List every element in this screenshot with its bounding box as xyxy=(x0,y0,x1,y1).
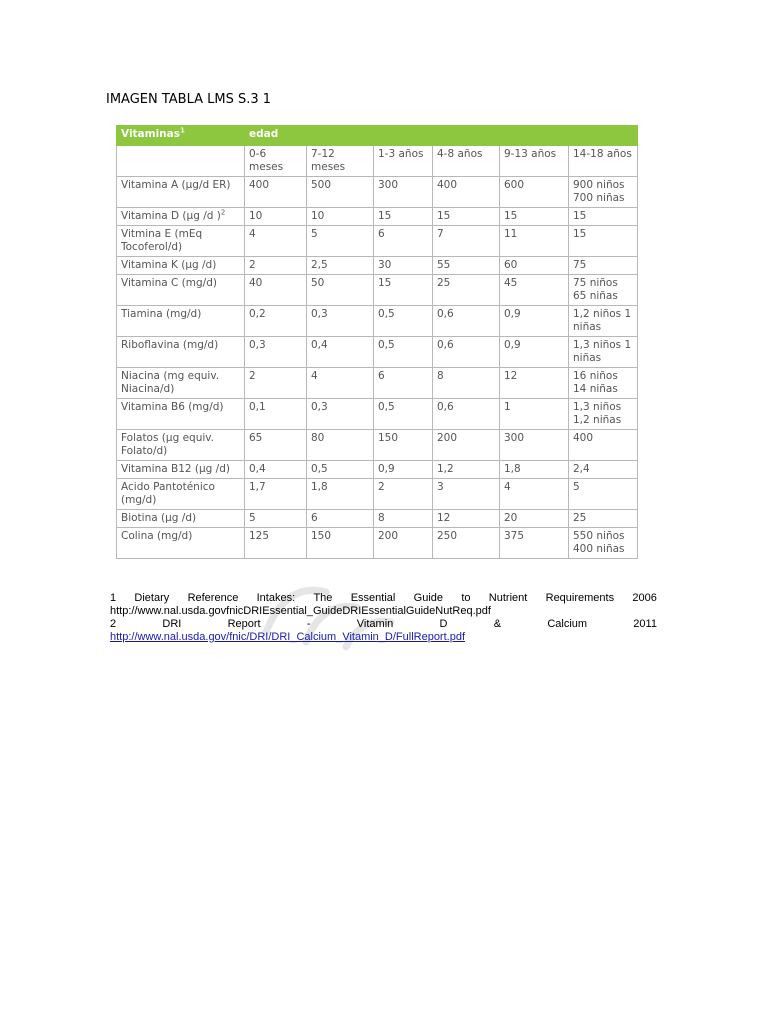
document-title: IMAGEN TABLA LMS S.3 1 xyxy=(106,92,272,107)
footnote-word: 2 xyxy=(110,618,117,630)
table-cell: 900 niños 700 niñas xyxy=(569,177,638,208)
table-cell: 16 niños 14 niñas xyxy=(569,368,638,399)
table-cell: 1,3 niños 1,2 niñas xyxy=(569,399,638,430)
vitamin-name: Vitamina D (µg /d )$^2$ xyxy=(117,208,245,226)
table-cell: 0,3 xyxy=(245,337,307,368)
footnote-word: & xyxy=(493,618,502,630)
header-vitamins: Vitaminas$^1$ xyxy=(117,126,245,146)
footnote-word: Report xyxy=(227,618,261,630)
table-cell: 300 xyxy=(374,177,433,208)
table-cell: 0,9 xyxy=(374,461,433,479)
table-cell: 6 xyxy=(374,368,433,399)
table-cell: 0,3 xyxy=(307,306,374,337)
table-cell: 2,5 xyxy=(307,257,374,275)
footnote-2 xyxy=(110,618,657,631)
table-cell: 5 xyxy=(569,479,638,510)
table-row xyxy=(117,528,638,559)
table-cell: 550 niños 400 niñas xyxy=(569,528,638,559)
footnote-word: DRI xyxy=(162,618,182,630)
age-group-header: 14-18 años xyxy=(569,146,638,177)
footnote-word: - xyxy=(306,618,311,630)
table-cell: 1,3 niños 1 niñas xyxy=(569,337,638,368)
table-cell: 2 xyxy=(245,257,307,275)
table-cell: 30 xyxy=(374,257,433,275)
age-group-header: 9-13 años xyxy=(500,146,569,177)
table-cell: 1,8 xyxy=(500,461,569,479)
table-cell: 2,4 xyxy=(569,461,638,479)
table-cell: 4 xyxy=(245,226,307,257)
vitamin-name: Tiamina (mg/d) xyxy=(117,306,245,337)
table-cell: 15 xyxy=(569,226,638,257)
table-cell: 15 xyxy=(374,275,433,306)
table-cell: 4 xyxy=(500,479,569,510)
table-row xyxy=(117,257,638,275)
table-row xyxy=(117,461,638,479)
table-cell: 200 xyxy=(433,430,500,461)
table-cell: 0,2 xyxy=(245,306,307,337)
table-cell: 300 xyxy=(500,430,569,461)
table-cell: 0,3 xyxy=(307,399,374,430)
vitamin-name: Vitamina B6 (mg/d) xyxy=(117,399,245,430)
table-cell: 25 xyxy=(433,275,500,306)
table-row xyxy=(117,479,638,510)
table-cell: 25 xyxy=(569,510,638,528)
table-cell: 7 xyxy=(433,226,500,257)
footnote-word: Calcium xyxy=(547,618,588,630)
table-cell: 125 xyxy=(245,528,307,559)
table-row xyxy=(117,368,638,399)
vitamin-name: Folatos (µg equiv. Folato/d) xyxy=(117,430,245,461)
table-cell: 1,7 xyxy=(245,479,307,510)
footnote-word: 2006 xyxy=(632,592,657,604)
vitamin-name: Vitamina C (mg/d) xyxy=(117,275,245,306)
table-cell: 400 xyxy=(433,177,500,208)
vitamin-name: Riboflavina (mg/d) xyxy=(117,337,245,368)
table-cell: 500 xyxy=(307,177,374,208)
table-cell: 65 xyxy=(245,430,307,461)
table-cell: 0,9 xyxy=(500,337,569,368)
table-cell: 0,4 xyxy=(245,461,307,479)
table-row xyxy=(117,226,638,257)
table-cell: 8 xyxy=(374,510,433,528)
table-cell: 0,6 xyxy=(433,337,500,368)
vitamin-name: Colina (mg/d) xyxy=(117,528,245,559)
table-header-row xyxy=(117,126,638,146)
table-cell: 5 xyxy=(245,510,307,528)
age-group-header: 4-8 años xyxy=(433,146,500,177)
table-cell: 4 xyxy=(307,368,374,399)
age-group-header: 7-12 meses xyxy=(307,146,374,177)
table-cell: 0,5 xyxy=(374,306,433,337)
table-cell: 3 xyxy=(433,479,500,510)
table-cell: 150 xyxy=(374,430,433,461)
table-cell: 6 xyxy=(374,226,433,257)
table-cell: 2 xyxy=(374,479,433,510)
footnote-word: Vitamin xyxy=(356,618,394,630)
table-cell: 40 xyxy=(245,275,307,306)
table-cell: 11 xyxy=(500,226,569,257)
footnote-1 xyxy=(110,592,657,605)
table-cell: 15 xyxy=(433,208,500,226)
vitamin-name: Vitamina A (µg/d ER) xyxy=(117,177,245,208)
footnote-word: to xyxy=(461,592,471,604)
table-cell: 0,5 xyxy=(374,337,433,368)
table-cell: 15 xyxy=(374,208,433,226)
table-cell: 0,1 xyxy=(245,399,307,430)
table-cell: 0,9 xyxy=(500,306,569,337)
table-cell: 1 xyxy=(500,399,569,430)
table-cell: 75 xyxy=(569,257,638,275)
table-row xyxy=(117,208,638,226)
footnote-word: Requirements xyxy=(545,592,615,604)
vitamin-name: Vitamina B12 (µg /d) xyxy=(117,461,245,479)
table-cell: 600 xyxy=(500,177,569,208)
table-cell: 0,6 xyxy=(433,399,500,430)
footnote-word: D xyxy=(439,618,448,630)
table-cell: 1,2 xyxy=(433,461,500,479)
table-cell: 150 xyxy=(307,528,374,559)
footnote-word: 1 xyxy=(110,592,117,604)
vitamin-name: Vitamina K (µg /d) xyxy=(117,257,245,275)
table-cell: 200 xyxy=(374,528,433,559)
footnote-word: The xyxy=(313,592,333,604)
table-row xyxy=(117,275,638,306)
table-cell: 5 xyxy=(307,226,374,257)
table-cell: 10 xyxy=(245,208,307,226)
table-cell: 10 xyxy=(307,208,374,226)
table-row xyxy=(117,306,638,337)
table-cell: 1,8 xyxy=(307,479,374,510)
footnote-word: Reference xyxy=(187,592,239,604)
table-row xyxy=(117,399,638,430)
table-row xyxy=(117,337,638,368)
vitamin-name: Biotina (µg /d) xyxy=(117,510,245,528)
age-group-header: 0-6 meses xyxy=(245,146,307,177)
footnote-2-link[interactable]: http://www.nal.usda.gov/fnic/DRI/DRI_Calcium_Vitamin_D/FullReport.pdf xyxy=(110,631,466,643)
table-cell: 55 xyxy=(433,257,500,275)
footnote-word: Dietary xyxy=(134,592,170,604)
table-cell: 0,6 xyxy=(433,306,500,337)
table-cell: 80 xyxy=(307,430,374,461)
age-groups-row xyxy=(117,146,638,177)
table-cell: 2 xyxy=(245,368,307,399)
table-row xyxy=(117,430,638,461)
footnote-word: 2011 xyxy=(633,618,657,630)
table-cell: 60 xyxy=(500,257,569,275)
table-row xyxy=(117,177,638,208)
table-cell: 75 niños 65 niñas xyxy=(569,275,638,306)
table-cell: 15 xyxy=(569,208,638,226)
table-cell: 375 xyxy=(500,528,569,559)
table-cell: 250 xyxy=(433,528,500,559)
table-cell: 6 xyxy=(307,510,374,528)
table-cell: 400 xyxy=(245,177,307,208)
footnote-word: Nutrient xyxy=(488,592,528,604)
table-cell: 45 xyxy=(500,275,569,306)
footnote-1-url: http://www.nal.usda.govfnicDRIEssential_GuideDRIEssentialGuideNutReq.pdf xyxy=(110,605,491,617)
table-cell: 8 xyxy=(433,368,500,399)
vitamins-table-figure xyxy=(106,122,657,660)
vitamins-table xyxy=(116,125,638,559)
footnotes xyxy=(110,592,657,644)
table-cell: 12 xyxy=(500,368,569,399)
table-cell: 0,5 xyxy=(307,461,374,479)
vitamin-name: Vitmina E (mEq Tocoferol/d) xyxy=(117,226,245,257)
table-cell: 15 xyxy=(500,208,569,226)
footnote-word: Essential xyxy=(350,592,396,604)
table-cell: 1,2 niños 1 niñas xyxy=(569,306,638,337)
table-cell: 12 xyxy=(433,510,500,528)
footnote-word: Guide xyxy=(413,592,444,604)
footnote-word: Intakes: xyxy=(256,592,296,604)
age-group-header: 1-3 años xyxy=(374,146,433,177)
header-age: edad xyxy=(245,126,307,146)
table-cell: 50 xyxy=(307,275,374,306)
table-cell: 0,4 xyxy=(307,337,374,368)
vitamin-name: Niacina (mg equiv. Niacina/d) xyxy=(117,368,245,399)
table-cell: 400 xyxy=(569,430,638,461)
vitamin-name: Acido Pantoténico (mg/d) xyxy=(117,479,245,510)
table-cell: 20 xyxy=(500,510,569,528)
table-row xyxy=(117,510,638,528)
table-cell: 0,5 xyxy=(374,399,433,430)
